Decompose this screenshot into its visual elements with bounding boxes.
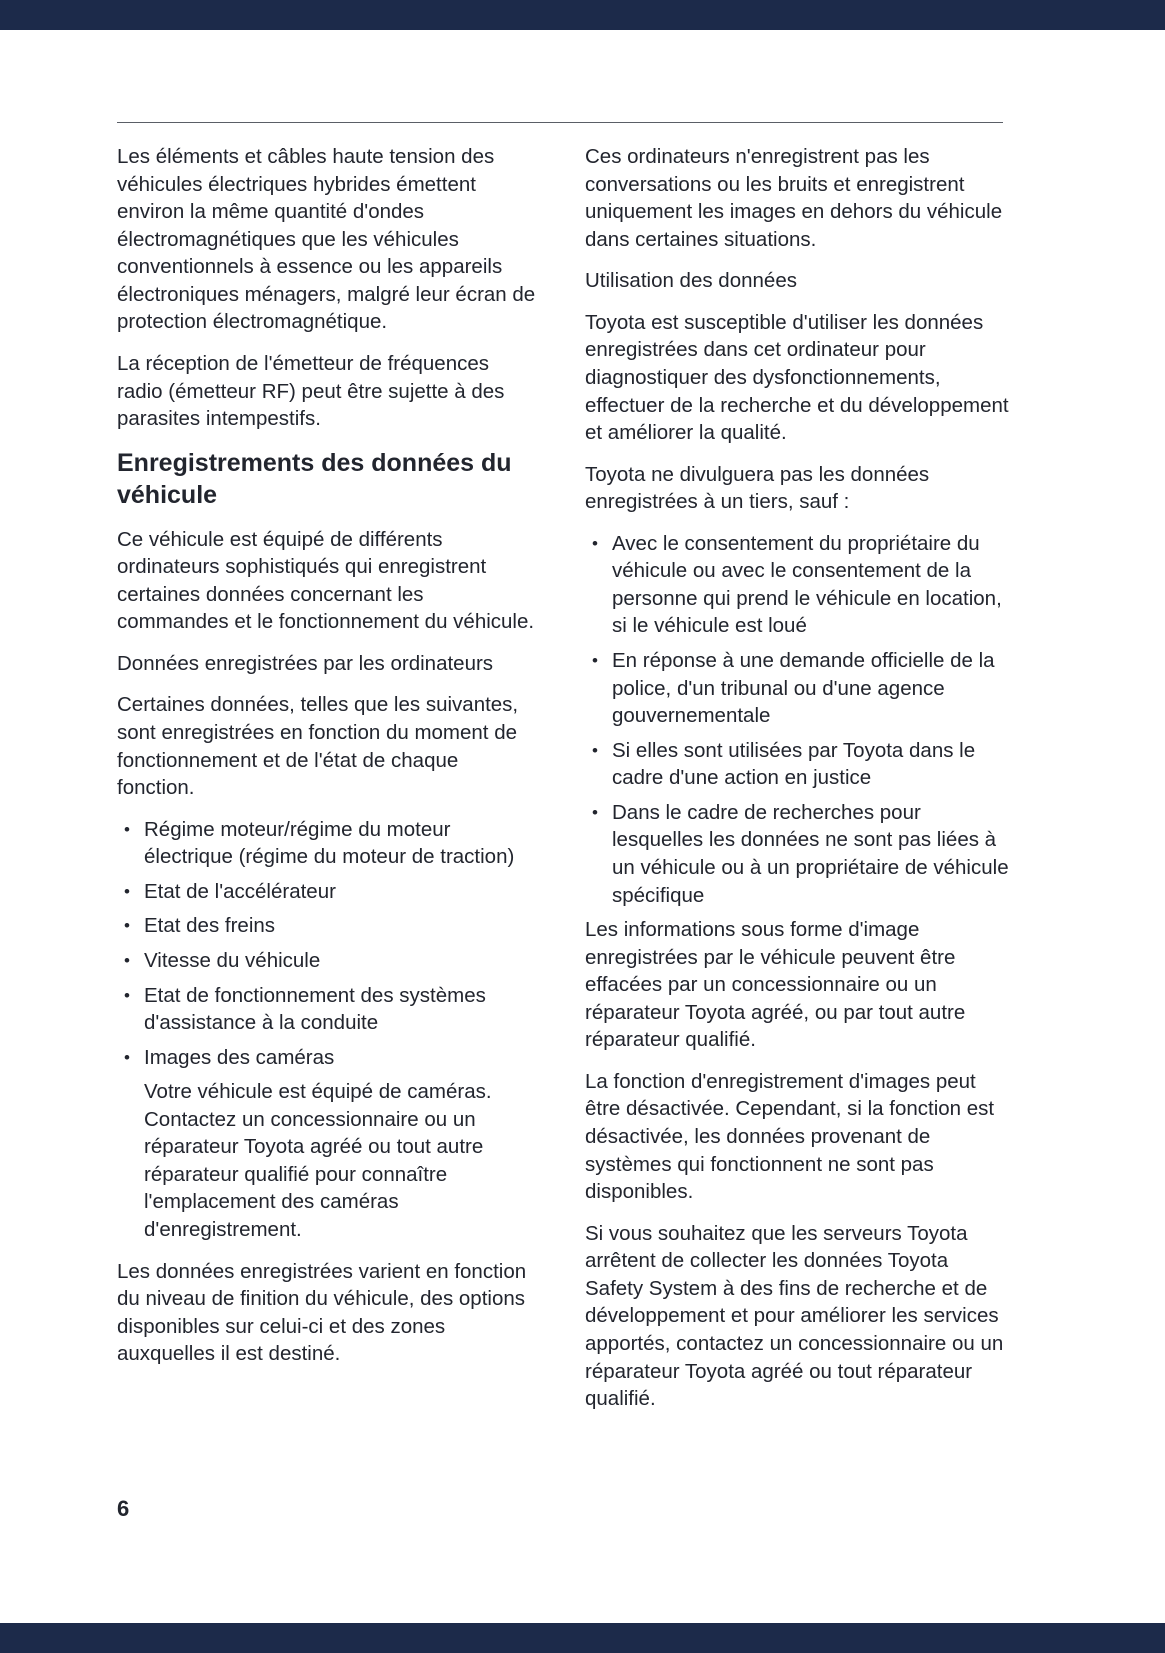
- paragraph: Utilisation des données: [585, 269, 797, 293]
- paragraph: Ce véhicule est équipé de différents ordinateurs sophistiqués qui enregistrent certaines données concernant les commandes et le fonctionnement du véhicule.: [117, 527, 535, 634]
- list-item: [117, 1044, 537, 1072]
- bullet-icon: •: [592, 740, 598, 760]
- list-item: [117, 947, 537, 975]
- paragraph: Toyota est susceptible d'utiliser les données enregistrées dans cet ordinateur pour diagnostiquer des dysfonctionnements, effectuer de la recherche et du développement et améliorer la qualité.: [585, 310, 1009, 445]
- bullet-icon: •: [124, 881, 130, 901]
- bullet-icon: •: [592, 533, 598, 553]
- list-item-text: Etat de l'accélérateur: [144, 879, 336, 903]
- list-item-text: Dans le cadre de recherches pour lesquelles les données ne sont pas liées à un véhicule ou à un propriétaire de véhicule spécifique: [612, 800, 1009, 907]
- list-item-note: Votre véhicule est équipé de caméras. Contactez un concessionnaire ou un réparateur Toyota agréé ou tout autre réparateur qualifié pour connaître l'emplacement des caméras d'enregistrement.: [144, 1080, 492, 1241]
- bottom-banner: [0, 1623, 1165, 1653]
- paragraph: La réception de l'émetteur de fréquences radio (émetteur RF) peut être sujette à des parasites intempestifs.: [117, 351, 505, 431]
- bullet-icon: •: [124, 950, 130, 970]
- bullet-icon: •: [592, 651, 598, 670]
- header-rule: [117, 122, 1003, 123]
- list-item: [117, 878, 537, 906]
- page-number: 6: [117, 1496, 130, 1521]
- content-columns: [117, 143, 1010, 1427]
- list-item-text: Etat de fonctionnement des systèmes d'assistance à la conduite: [144, 983, 486, 1035]
- top-banner: [0, 0, 1165, 30]
- section-heading: Enregistrements des données du véhicule: [117, 448, 512, 509]
- list-item: [117, 982, 537, 1037]
- paragraph: Les données enregistrées varient en fonction du niveau de finition du véhicule, des options disponibles sur celui-ci et des zones auxquelles il est destiné.: [117, 1259, 527, 1366]
- right-column: [585, 143, 1010, 1427]
- list-item: [117, 816, 537, 871]
- list-item-text: Régime moteur/régime du moteur électrique (régime du moteur de traction): [144, 817, 515, 869]
- list-item: [585, 799, 1010, 909]
- list-item-text: Avec le consentement du propriétaire du véhicule ou avec le consentement de la personne qui prend le véhicule en location, si le véhicule est loué: [612, 531, 1002, 638]
- bullet-icon: •: [124, 1047, 130, 1067]
- list-item-text: Etat des freins: [144, 914, 276, 938]
- paragraph: Les informations sous forme d'image enregistrées par le véhicule peuvent être effacées par un concessionnaire ou un réparateur Toyota agréé, ou par tout autre réparateur qualifié.: [585, 918, 966, 1052]
- paragraph: Données enregistrées par les ordinateurs: [117, 651, 494, 675]
- paragraph: Si vous souhaitez que les serveurs Toyota arrêtent de collecter les données Toyota Safety System à des fins de recherche et de développement et pour améliorer les services apportés, contactez un concessionnaire ou un réparateur Toyota agréé ou tout réparateur qualifié.: [585, 1221, 1004, 1411]
- list-item: [585, 737, 1010, 792]
- left-column: [117, 143, 537, 1382]
- paragraph: Certaines données, telles que les suivantes, sont enregistrées en fonction du moment de fonctionnement et de l'état de chaque fonction.: [117, 693, 519, 800]
- list-item-text: Images des caméras: [144, 1045, 335, 1069]
- bullet-icon: •: [124, 819, 130, 839]
- bullet-icon: •: [124, 916, 130, 936]
- paragraph: Toyota ne divulguera pas les données enregistrées à un tiers, sauf :: [585, 462, 930, 514]
- bullet-icon: •: [124, 985, 130, 1005]
- list-item: [117, 912, 537, 940]
- list-item: [585, 530, 1010, 640]
- list-item: [585, 647, 1010, 730]
- paragraph: Les éléments et câbles haute tension des véhicules électriques hybrides émettent environ la même quantité d'ondes électromagnétiques que les véhicules conventionnels à essence ou les appareils électroniques ménagers, malgré leur écran de protection électromagnétique.: [117, 145, 536, 334]
- list-item-text: En réponse à une demande officielle de la police, d'un tribunal ou d'une agence gouvernementale: [612, 649, 995, 728]
- list-item-text: Vitesse du véhicule: [144, 948, 321, 972]
- paragraph: La fonction d'enregistrement d'images peut être désactivée. Cependant, si la fonction est désactivée, les données provenant de systèmes qui fonctionnent ne sont pas disponibles.: [585, 1069, 995, 1204]
- bullet-icon: •: [592, 802, 598, 822]
- list-item-text: Si elles sont utilisées par Toyota dans le cadre d'une action en justice: [612, 738, 976, 790]
- paragraph: Ces ordinateurs n'enregistrent pas les conversations ou les bruits et enregistrent uniquement les images en dehors du véhicule dans certaines situations.: [585, 145, 1003, 251]
